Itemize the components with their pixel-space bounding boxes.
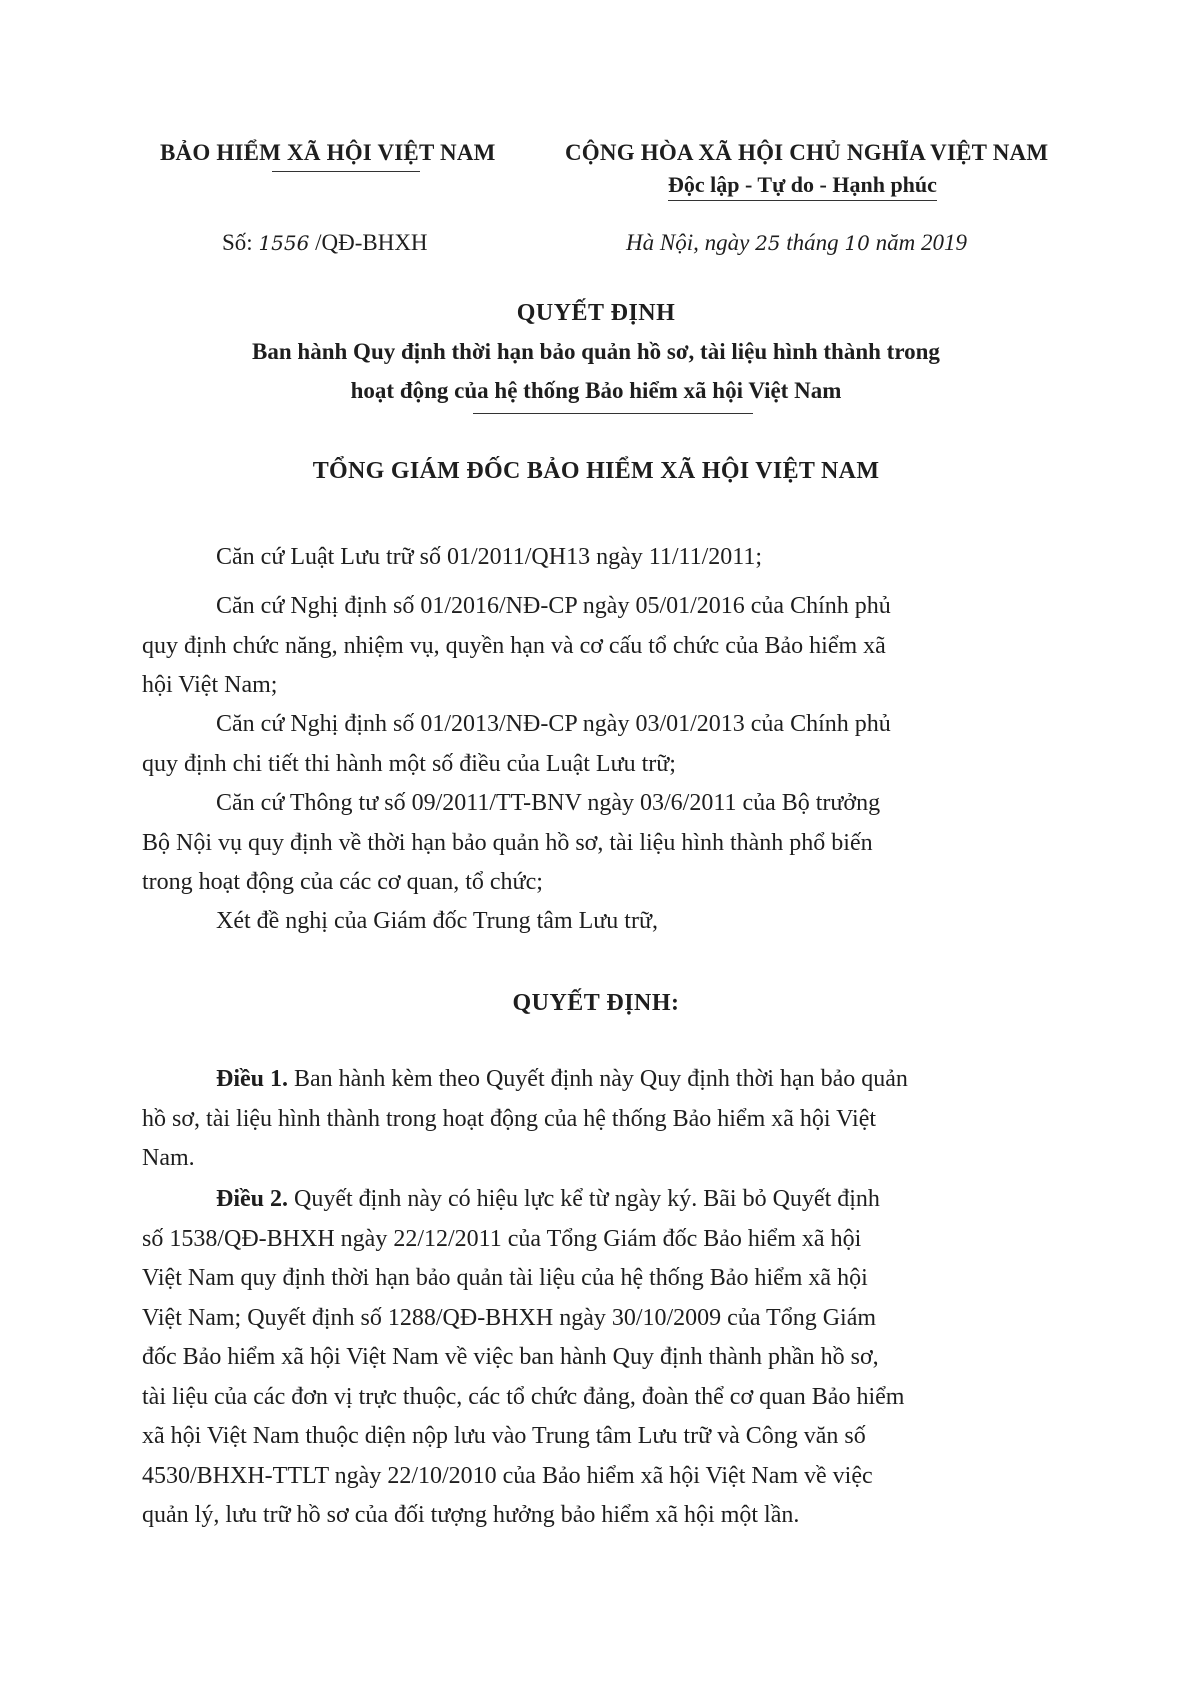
text-line: quy định chi tiết thi hành một số điều của Luật Lưu trữ; [142,750,676,777]
text-line: Bộ Nội vụ quy định về thời hạn bảo quản hồ sơ, tài liệu hình thành phổ biến [142,829,873,856]
doc-number-suffix: /QĐ-BHXH [315,230,428,255]
text-line: 4530/BHXH-TTLT ngày 22/10/2010 của Bảo hiểm xã hội Việt Nam về việc [142,1462,873,1489]
doc-number-handwritten: 1556 [258,231,310,255]
text-fragment: Quyết định này có hiệu lực kể từ ngày ký. Bãi bỏ Quyết định [288,1186,880,1212]
national-title: CỘNG HÒA XÃ HỘI CHỦ NGHĨA VIỆT NAM [565,140,1049,165]
date-year: năm 2019 [875,230,967,255]
decision-heading: QUYẾT ĐỊNH: [512,990,680,1016]
text-line: Xét đề nghị của Giám đốc Trung tâm Lưu trữ, [216,908,658,934]
text-line: Căn cứ Thông tư số 09/2011/TT-BNV ngày 03/6/2011 của Bộ trưởng [216,790,881,816]
decision-subtitle-line2: hoạt động của hệ thống Bảo hiểm xã hội Việt Nam [350,378,842,403]
text-line: Căn cứ Nghị định số 01/2016/NĐ-CP ngày 05/01/2016 của Chính phủ [216,593,891,619]
text-fragment: Ban hành kèm theo Quyết định này Quy định thời hạn bảo quản [288,1066,908,1092]
preamble-paragraph-5 [142,902,1022,942]
article-1-label: Điều 1. [216,1066,288,1092]
text-line: quản lý, lưu trữ hồ sơ của đối tượng hưởng bảo hiểm xã hội một lần. [142,1502,800,1528]
text-line: tài liệu của các đơn vị trực thuộc, các tổ chức đảng, đoàn thể cơ quan Bảo hiểm [142,1383,905,1410]
text-line: trong hoạt động của các cơ quan, tổ chức; [142,869,543,895]
text-line: Căn cứ Luật Lưu trữ số 01/2011/QH13 ngày 11/11/2011; [216,544,763,570]
issue-date [626,230,967,256]
article-1 [142,1060,1022,1179]
agency-name: BẢO HIỂM XÃ HỘI VIỆT NAM [160,140,496,165]
text-line: đốc Bảo hiểm xã hội Việt Nam về việc ban hành Quy định thành phần hồ sơ, [142,1344,879,1370]
text-line [142,1180,1022,1220]
text-line: Việt Nam; Quyết định số 1288/QĐ-BHXH ngày 30/10/2009 của Tổng Giám [142,1304,877,1331]
doc-number-prefix: Số: [222,230,253,255]
text-line: Căn cứ Nghị định số 01/2013/NĐ-CP ngày 03/01/2013 của Chính phủ [216,711,891,737]
article-2-label: Điều 2. [216,1186,288,1212]
date-month-label: tháng [786,230,839,255]
text-line: số 1538/QĐ-BHXH ngày 22/12/2011 của Tổng Giám đốc Bảo hiểm xã hội [142,1225,862,1252]
preamble-paragraph-3 [142,705,1022,784]
text-line: hội Việt Nam; [142,672,278,698]
national-motto: Độc lập - Tự do - Hạnh phúc [668,172,937,201]
text-line: xã hội Việt Nam thuộc diện nộp lưu vào Trung tâm Lưu trữ và Công văn số [142,1423,866,1449]
preamble-paragraph-2 [142,587,1022,706]
agency-underline [272,171,420,172]
date-day-handwritten: 25 [755,231,781,255]
text-line: Việt Nam quy định thời hạn bảo quản tài liệu của hệ thống Bảo hiểm xã hội [142,1265,868,1291]
decision-subtitle-line1: Ban hành Quy định thời hạn bảo quản hồ sơ, tài liệu hình thành trong [252,339,940,364]
article-2 [142,1180,1022,1536]
text-line: quy định chức năng, nhiệm vụ, quyền hạn và cơ cấu tổ chức của Bảo hiểm xã [142,632,886,659]
text-line [142,1060,1022,1100]
preamble-paragraph-1 [142,538,1022,578]
subtitle-underline [473,413,753,414]
signer-title: TỔNG GIÁM ĐỐC BẢO HIỂM XÃ HỘI VIỆT NAM [312,458,880,484]
preamble-paragraph-4 [142,784,1022,903]
date-month-handwritten: 10 [844,231,870,255]
text-line: Nam. [142,1145,195,1171]
text-line: hồ sơ, tài liệu hình thành trong hoạt động của hệ thống Bảo hiểm xã hội Việt [142,1105,877,1132]
decision-title: QUYẾT ĐỊNH [516,300,676,326]
date-place: Hà Nội, ngày [626,230,750,255]
document-number [222,230,428,256]
